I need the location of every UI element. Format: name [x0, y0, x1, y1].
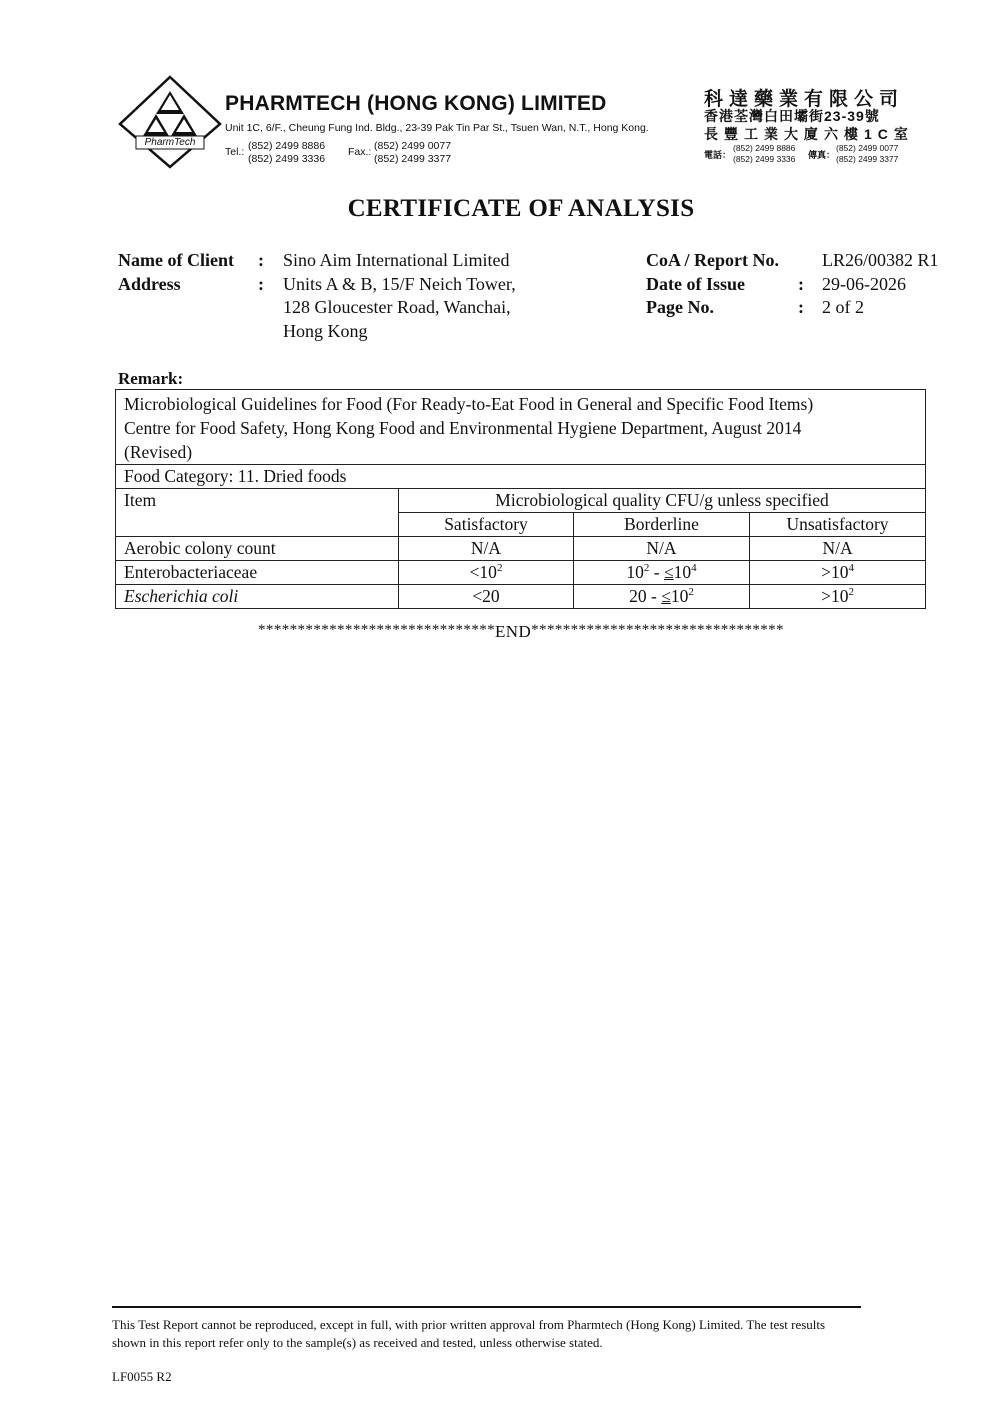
item-header: Item: [116, 489, 399, 537]
page-number-label: Page No.: [646, 297, 714, 317]
value-base: 10: [673, 562, 692, 582]
end-stars-left: ******************************: [258, 622, 496, 638]
table-row: [116, 561, 926, 585]
guideline-line-3: (Revised): [124, 442, 193, 462]
disclaimer-line-1: This Test Report cannot be reproduced, except in full, with prior written approval from Pharmtech (Hong Kong) Limited. The test results: [112, 1317, 826, 1332]
value-base: 10: [626, 562, 644, 582]
fax-label: Fax.:: [348, 146, 372, 158]
borderline-value: [574, 561, 750, 585]
issue-date: 29-06-2026: [822, 274, 906, 294]
client-address-line-2: 128 Gloucester Road, Wanchai,: [283, 297, 511, 317]
fax-number-1-small: (852) 2499 0077: [836, 143, 899, 153]
disclaimer: [112, 1316, 927, 1352]
value-base: >10: [821, 562, 849, 582]
unsatisfactory-value: N/A: [750, 537, 926, 561]
satisfactory-header: Satisfactory: [399, 513, 574, 537]
fax-label-chinese: 傳真：: [808, 150, 836, 160]
unsatisfactory-value: [750, 561, 926, 585]
company-address-chinese-2: 長豐工業大廈六樓1C室: [704, 126, 914, 142]
guideline-line-2: Centre for Food Safety, Hong Kong Food and Environmental Hygiene Department, August 2014: [124, 418, 802, 438]
unsatisfactory-header: Unsatisfactory: [750, 513, 926, 537]
guideline-source-cell: [116, 390, 926, 465]
client-address-colon: :: [258, 274, 264, 294]
borderline-header: Borderline: [574, 513, 750, 537]
value-exponent: 2: [848, 586, 854, 598]
end-marker: [0, 622, 992, 642]
value-base: 10: [670, 586, 689, 606]
value-prefix: 20 -: [629, 586, 662, 606]
value-base: >10: [821, 586, 849, 606]
item-name: Enterobacteriaceae: [116, 561, 399, 585]
value-exponent: 2: [688, 586, 694, 598]
tel-number-2: (852) 2499 3336: [248, 153, 326, 165]
value-exponent: 4: [691, 562, 697, 574]
tel-number-2-small: (852) 2499 3336: [733, 154, 796, 164]
satisfactory-value: N/A: [399, 537, 574, 561]
end-stars-right: ********************************: [531, 622, 784, 638]
company-name-chinese: 科達藥業有限公司: [704, 89, 905, 110]
header-row-1: [116, 489, 926, 513]
report-number-label: CoA / Report No.: [646, 250, 779, 270]
company-address-chinese-1: 香港荃灣白田壩街23-39號: [704, 108, 880, 124]
less-equal-sign: ≤: [661, 586, 671, 606]
guideline-line-1: Microbiological Guidelines for Food (For Ready-to-Eat Food in General and Specific Food Items): [124, 394, 814, 414]
page-number: 2 of 2: [822, 297, 864, 317]
client-name: Sino Aim International Limited: [283, 250, 510, 270]
tel-number-1-small: (852) 2499 8886: [733, 143, 796, 153]
value-exponent: 2: [643, 562, 650, 574]
food-category-row: [116, 465, 926, 489]
borderline-value: [574, 585, 750, 609]
fax-number-2-small: (852) 2499 3377: [836, 154, 899, 164]
tel-numbers: [248, 140, 325, 166]
fax-numbers-chinese: [836, 143, 898, 165]
fax-numbers: [374, 140, 451, 166]
less-equal-sign: ≤: [663, 562, 674, 582]
unsatisfactory-value: [750, 585, 926, 609]
issue-date-label: Date of Issue: [646, 274, 745, 294]
client-address-line-3: Hong Kong: [283, 321, 368, 341]
remark-label: Remark:: [118, 369, 184, 388]
guideline-source-row: [116, 390, 926, 465]
form-code: LF0055 R2: [112, 1369, 172, 1384]
client-address-label: Address: [118, 274, 181, 294]
logo-text: PharmTech: [144, 137, 196, 148]
fax-number-1: (852) 2499 0077: [374, 140, 452, 152]
satisfactory-value: <20: [399, 585, 574, 609]
company-address: Unit 1C, 6/F., Cheung Fung Ind. Bldg., 23-39 Pak Tin Par St., Tsuen Wan, N.T., Hong Kong.: [225, 122, 649, 134]
table-row: [116, 537, 926, 561]
issue-date-colon: :: [798, 274, 804, 294]
tel-numbers-chinese: [733, 143, 795, 165]
item-name: Escherichia coli: [116, 585, 399, 609]
range-separator: -: [649, 562, 664, 582]
document-title: CERTIFICATE OF ANALYSIS: [347, 195, 695, 222]
client-name-colon: :: [258, 250, 264, 270]
tel-label-chinese: 電話：: [704, 150, 732, 160]
item-name: Aerobic colony count: [116, 537, 399, 561]
page-number-colon: :: [798, 297, 804, 317]
disclaimer-line-2: shown in this report refer only to the sample(s) as received and tested, unless otherwise stated.: [112, 1335, 603, 1350]
table-row: [116, 585, 926, 609]
company-name: PHARMTECH (HONG KONG) LIMITED: [225, 92, 607, 115]
food-category: Food Category: 11. Dried foods: [116, 465, 926, 489]
value-base: <10: [469, 562, 497, 582]
tel-label: Tel.:: [225, 146, 245, 158]
microbiological-guidelines-table: [115, 389, 926, 609]
company-logo: [116, 74, 224, 170]
fax-number-2: (852) 2499 3377: [374, 153, 452, 165]
borderline-value: N/A: [574, 537, 750, 561]
client-name-label: Name of Client: [118, 250, 234, 270]
value-exponent: 4: [848, 562, 854, 574]
end-text: END: [495, 622, 532, 641]
satisfactory-value: [399, 561, 574, 585]
tel-number-1: (852) 2499 8886: [248, 140, 326, 152]
footer-divider: [112, 1306, 861, 1308]
client-address-line-1: Units A & B, 15/F Neich Tower,: [283, 274, 516, 294]
value-exponent: 2: [496, 562, 503, 574]
quality-header: Microbiological quality CFU/g unless specified: [399, 489, 926, 513]
report-number: LR26/00382 R1: [822, 250, 939, 270]
